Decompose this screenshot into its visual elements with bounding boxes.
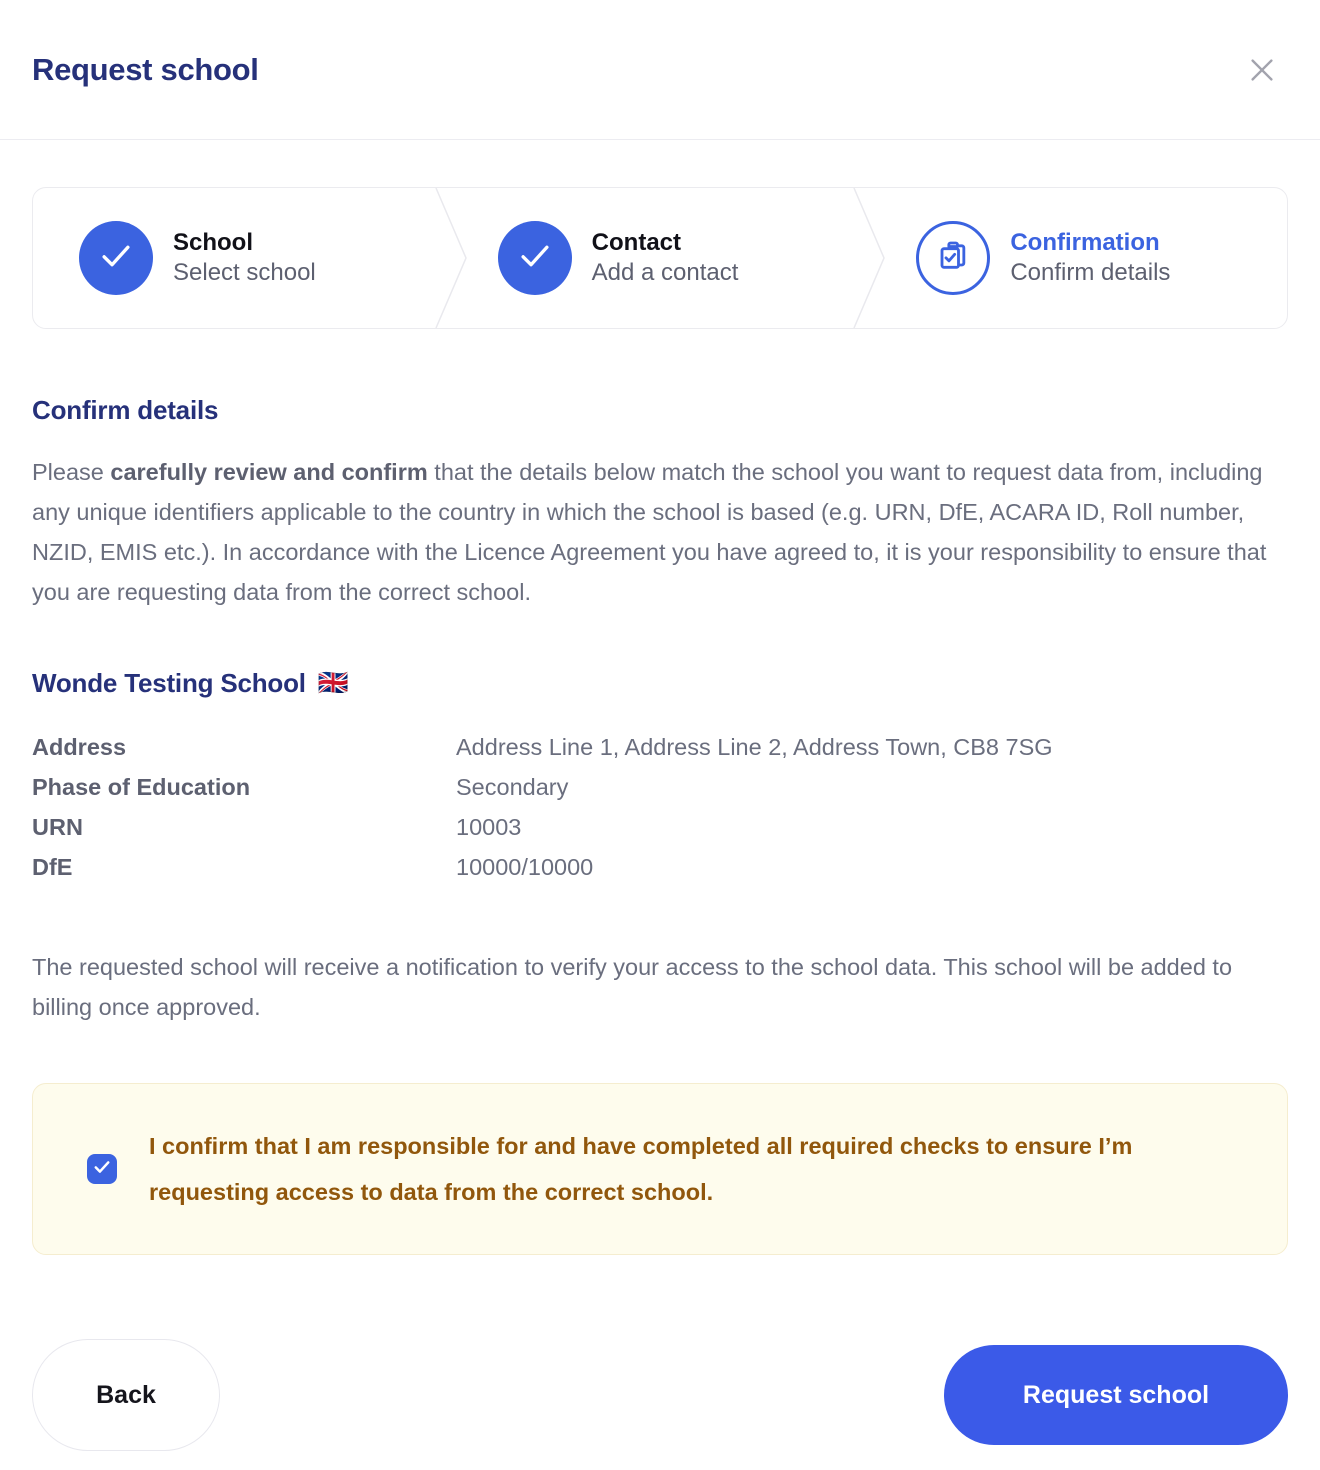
check-icon: [97, 237, 135, 280]
step-contact-text: [592, 230, 739, 287]
request-school-button[interactable]: Request school: [944, 1345, 1288, 1445]
modal-header: [0, 0, 1320, 140]
detail-row: [32, 847, 1288, 887]
detail-row: [32, 807, 1288, 847]
intro-text-after: that the details below match the school you want to request data from, including any unique identifiers applicable to the country in which the school is based (e.g. URN, DfE, ACARA ID, Roll number, NZID, EMIS etc.). In accordance with the Licence Agreement you have agreed to, it is your responsibility to ensure that you are requesting data from the correct school.: [32, 459, 1267, 605]
step-contact-title: Contact: [591, 228, 682, 256]
united-kingdom-flag-icon: 🇬🇧: [317, 669, 349, 697]
detail-row: [32, 727, 1288, 767]
detail-label-urn: URN: [32, 814, 83, 840]
step-school-title: School: [173, 228, 254, 256]
detail-label-address: Address: [32, 734, 127, 760]
step-school[interactable]: [33, 188, 450, 328]
check-icon: [92, 1157, 112, 1182]
confirm-checkbox-label[interactable]: I confirm that I am responsible for and have completed all required checks to ensure I’m requesting access to data from the correct school.: [149, 1133, 1133, 1205]
detail-row: [32, 767, 1288, 807]
intro-text-before: Please: [32, 459, 111, 485]
step-confirmation-status-circle: [916, 221, 990, 295]
back-button[interactable]: Back: [32, 1339, 220, 1451]
intro-text-emphasis: carefully review and confirm: [110, 459, 428, 485]
step-confirmation-subtitle: Confirm details: [1010, 258, 1171, 286]
modal-footer: [0, 1320, 1320, 1470]
step-contact-subtitle: Add a contact: [591, 258, 739, 286]
step-contact[interactable]: [450, 188, 869, 328]
notification-notice: The requested school will receive a notification to verify your access to the school data. This school will be added to billing once approved.: [32, 954, 1233, 1020]
close-button[interactable]: [1240, 48, 1284, 92]
detail-value-urn: 10003: [456, 814, 522, 840]
school-name: Wonde Testing School: [32, 668, 306, 698]
detail-value-dfe: 10000/10000: [456, 854, 594, 880]
step-contact-status-circle: [498, 221, 572, 295]
confirm-checkbox[interactable]: [87, 1154, 117, 1184]
detail-value-phase: Secondary: [456, 774, 569, 800]
step-confirmation-text: [1010, 230, 1170, 287]
detail-value-address: Address Line 1, Address Line 2, Address Town, CB8 7SG: [456, 734, 1053, 760]
detail-label-dfe: DfE: [32, 854, 73, 880]
step-school-status-circle: [79, 221, 153, 295]
step-school-text: [173, 230, 316, 287]
progress-stepper: [32, 187, 1288, 329]
check-icon: [516, 237, 554, 280]
confirmation-callout: [32, 1083, 1288, 1255]
clipboard-check-icon: [933, 236, 973, 281]
detail-label-phase: Phase of Education: [32, 774, 251, 800]
intro-paragraph: [32, 452, 1288, 612]
step-school-subtitle: Select school: [173, 258, 316, 286]
step-confirmation[interactable]: [868, 188, 1287, 328]
page-title: Request school: [32, 51, 259, 87]
step-confirmation-title: Confirmation: [1010, 228, 1160, 256]
school-details-list: [32, 727, 1288, 887]
section-heading: Confirm details: [32, 395, 219, 425]
modal-body: [0, 140, 1320, 1320]
close-icon: [1247, 55, 1277, 85]
school-name-row: [32, 668, 1288, 699]
